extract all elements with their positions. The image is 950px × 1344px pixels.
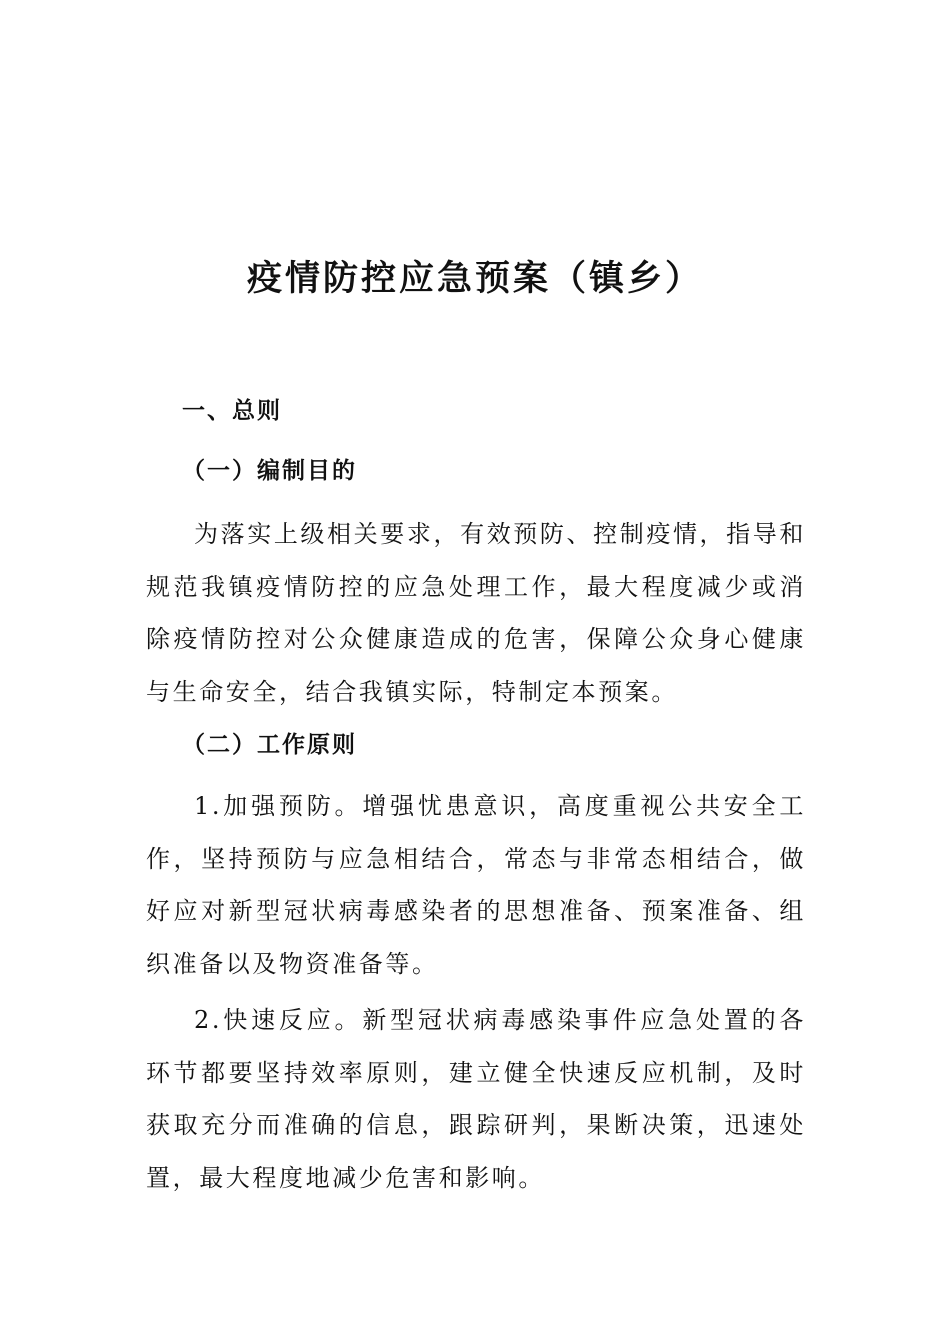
section-heading-general: 一、总则 bbox=[182, 397, 282, 424]
document-title: 疫情防控应急预案（镇乡） bbox=[246, 258, 703, 299]
paragraph-principle-prevention: 1.加强预防。增强忧患意识，高度重视公共安全工作，坚持预防与应急相结合，常态与非常态相结合，做好应对新型冠状病毒感染者的思想准备、预案准备、组织准备以及物资准备等。 bbox=[146, 792, 806, 978]
paragraph-purpose: 为落实上级相关要求，有效预防、控制疫情，指导和规范我镇疫情防控的应急处理工作，最大程度减少或消除疫情防控对公众健康造成的危害，保障公众身心健康与生命安全，结合我镇实际，特制定本预案。 bbox=[146, 520, 806, 706]
subsection-heading-purpose: （一）编制目的 bbox=[182, 457, 357, 484]
paragraph-principle-rapid-response: 2.快速反应。新型冠状病毒感染事件应急处置的各环节都要坚持效率原则，建立健全快速反应机制，及时获取充分而准确的信息，跟踪研判，果断决策，迅速处置，最大程度地减少危害和影响。 bbox=[146, 1006, 806, 1192]
subsection-heading-principles: （二）工作原则 bbox=[182, 731, 357, 758]
